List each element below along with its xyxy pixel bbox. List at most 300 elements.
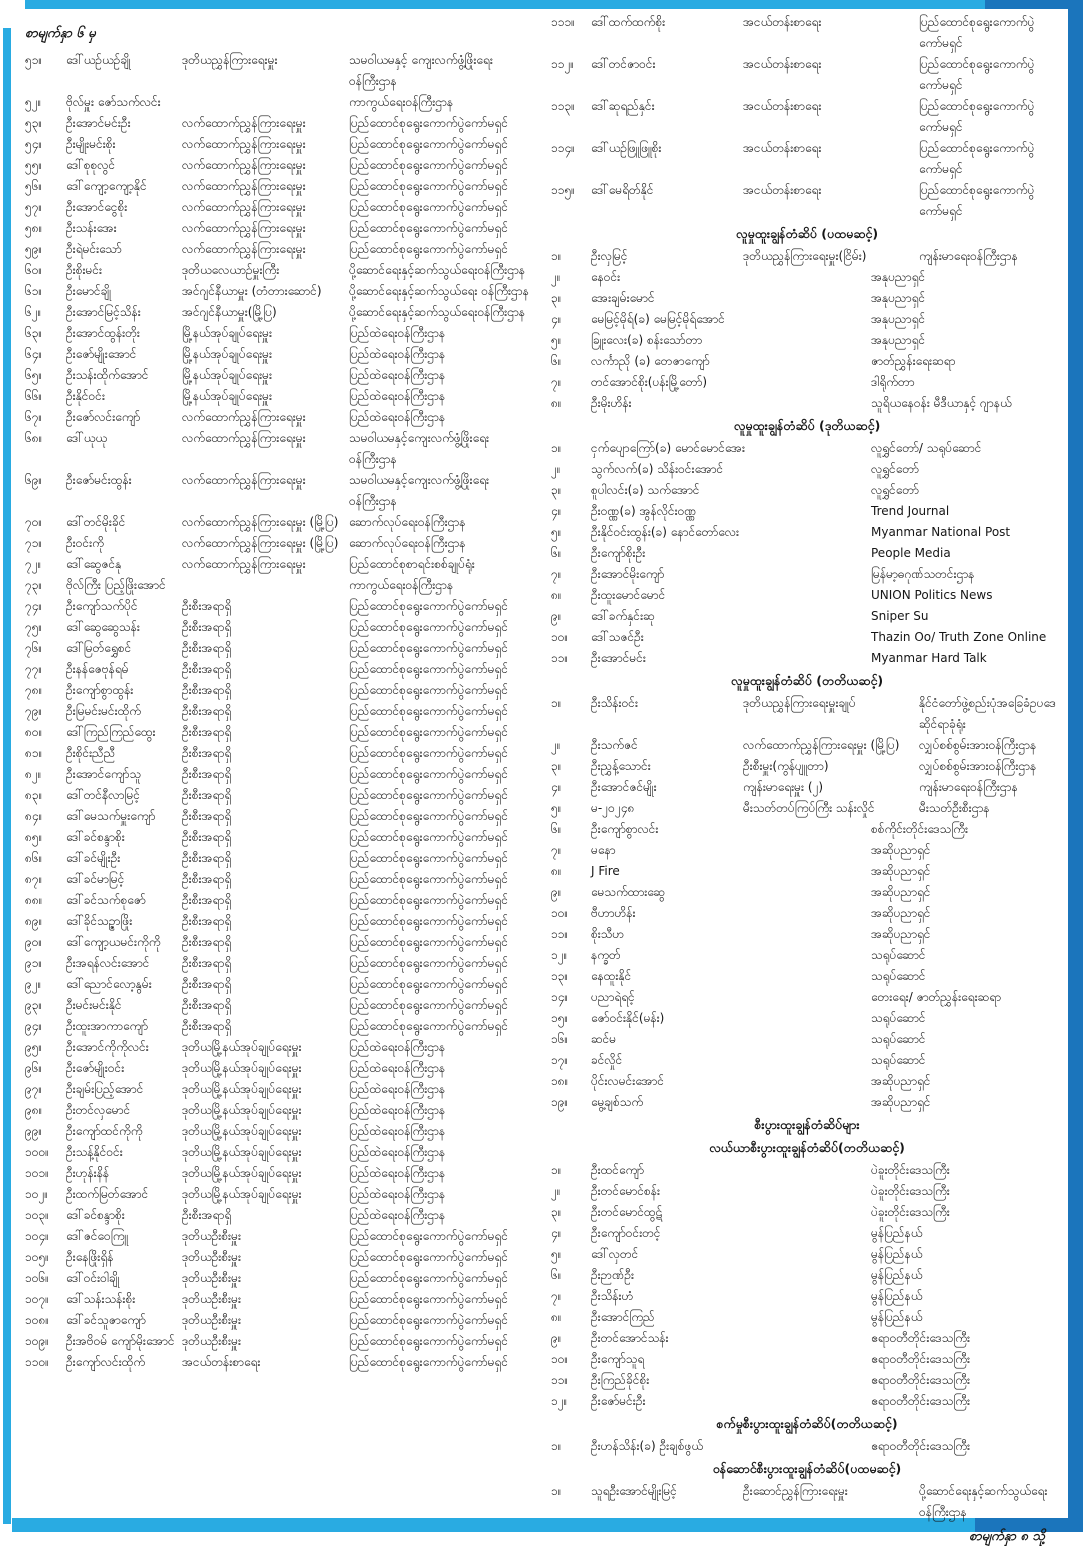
table-row — [25, 365, 539, 386]
entry-number: ၄။ — [551, 504, 562, 518]
table-row — [25, 827, 539, 848]
entry-position: ဒုတိယညွှန်ကြားရေးမှူး(ငြိမ်း) — [743, 249, 867, 263]
entry-position: မြို့နယ်အုပ်ချုပ်ရေးမှူး — [182, 368, 273, 382]
entry-organization: အနုပညာရှင် — [871, 270, 926, 284]
entry-position: မြို့နယ်အုပ်ချုပ်ရေးမှူး — [182, 347, 273, 361]
entry-number: ၅၇။ — [25, 200, 43, 214]
entry-organization: ပြည်ထဲရေးဝန်ကြီးဌာန — [349, 326, 446, 340]
table-row — [551, 735, 1063, 756]
table-row — [551, 627, 1063, 648]
entry-number: ၉၃။ — [25, 998, 43, 1012]
entry-name: ဒေါ်ဝင်းဝါချို — [66, 1271, 120, 1285]
entry-number: ၇။ — [551, 1289, 562, 1303]
entry-position: အငယ်တန်းစာရေး — [743, 57, 822, 71]
entry-organization: အဆိုပညာရှင် — [871, 906, 931, 920]
entry-position: လက်ထောက်ညွှန်ကြားရေးမှူး — [182, 242, 306, 256]
table-row — [551, 180, 1063, 222]
entry-name: မနော — [591, 843, 616, 857]
entry-name: နေဝင်း — [591, 270, 621, 284]
entry-number: ၆၉။ — [25, 473, 43, 487]
entry-organization: ဧရာဝတီတိုင်းဒေသကြီး — [871, 1439, 971, 1453]
entry-name: ဦးကျော်သူရ — [591, 1352, 645, 1366]
entry-name: ဦးထူးမောင်မောင် — [591, 588, 666, 602]
table-row — [25, 617, 539, 638]
entry-name: ဦးသိန်းဝင်း — [591, 696, 639, 710]
table-row — [25, 722, 539, 743]
table-row — [551, 12, 1063, 54]
entry-organization: ကာကွယ်ရေးဝန်ကြီးဌာန — [349, 578, 454, 592]
entry-position: လက်ထောက်ညွှန်ကြားရေးမှူး — [182, 431, 306, 445]
table-row — [551, 564, 1063, 585]
entry-name: ဒေါ်ခင်မာမြင့် — [66, 872, 125, 886]
entry-organization: ပြည်ထောင်စုရွေးကောက်ပွဲကော်မရှင် — [349, 746, 508, 760]
entry-number: ၈၇။ — [25, 872, 43, 886]
table-row — [25, 1163, 539, 1184]
entry-organization: ပြည်ထောင်စုရွေးကောက်ပွဲကော်မရှင် — [919, 99, 1035, 134]
entry-number: ၁။ — [551, 1439, 562, 1453]
entry-number: ၉၈။ — [25, 1103, 43, 1117]
table-row — [551, 1181, 1063, 1202]
entry-organization: ပြည်ထောင်စုရွေးကောက်ပွဲကော်မရှင် — [349, 1271, 508, 1285]
entry-number: ၆၁။ — [25, 284, 43, 298]
entry-organization: ပြည်ထောင်စုရွေးကောက်ပွဲကော်မရှင် — [349, 242, 508, 256]
entry-number: ၇၁။ — [25, 536, 43, 550]
entry-number: ၉၆။ — [25, 1061, 43, 1075]
entry-number: ၈။ — [551, 588, 562, 602]
table-row — [25, 1121, 539, 1142]
table-row — [25, 1205, 539, 1226]
table-row — [25, 134, 539, 155]
table-row — [25, 869, 539, 890]
entry-organization: ပြည်ထဲရေးဝန်ကြီးဌာန — [349, 410, 446, 424]
entry-number: ၁၀၇။ — [25, 1292, 49, 1306]
entry-position: မြို့နယ်အုပ်ချုပ်ရေးမှူး — [182, 326, 273, 340]
entry-organization: မွန်ပြည်နယ် — [871, 1268, 923, 1282]
entry-name: စိုးသီဟ — [591, 927, 625, 941]
entry-number: ၉။ — [551, 885, 562, 899]
table-row — [25, 512, 539, 533]
entry-position: ဦးစီးအရာရှိ — [182, 1019, 232, 1033]
entry-name: ဦးဉာဏ်ဦး — [591, 1268, 635, 1282]
table-row — [551, 246, 1063, 267]
entry-name: ဦးတင်မောင်ထွဋ် — [591, 1205, 663, 1219]
entry-name: ဒေါ်ခင်စန္ဒာစိုး — [66, 830, 125, 844]
entry-name: ဦးတင်လှမောင် — [66, 1103, 131, 1117]
table-row — [551, 648, 1063, 669]
entry-name: ဒေါ်ခက်နှင်းဆု — [591, 609, 655, 623]
table-row — [25, 1100, 539, 1121]
entry-position: ဦးဆောင်ညွှန်ကြားရေးမှူး — [743, 1484, 848, 1498]
entry-position: ဦးစီးအရာရှိ — [182, 809, 232, 823]
table-row — [25, 1184, 539, 1205]
entry-name: ဦးနိုင်ဝင်းထွန်း(ခ) နောင်တော်လေး — [591, 525, 740, 539]
entry-position: ဦးစီးအရာရှိ — [182, 977, 232, 991]
entry-position: ဦးစီးအရာရှိ — [182, 788, 232, 802]
left-column — [25, 50, 539, 1373]
table-row — [25, 806, 539, 827]
table-row — [551, 96, 1063, 138]
entry-name: ဦးကြည်ခိုင်စိုး — [591, 1373, 650, 1387]
entry-organization: အဆိုပညာရှင် — [871, 927, 931, 941]
entry-organization: ပြည်ထောင်စုရွေးကောက်ပွဲကော်မရှင် — [349, 725, 508, 739]
entry-name: ဒေါ်တင်ဇာဝင်း — [591, 57, 656, 71]
entry-number: ၉။ — [551, 609, 562, 623]
entry-number: ၅၉။ — [25, 242, 43, 256]
entry-number: ၇၄။ — [25, 599, 43, 613]
entry-organization: UNION Politics News — [871, 588, 993, 602]
entry-organization: Myanmar National Post — [871, 525, 1011, 539]
table-row — [551, 1391, 1063, 1412]
entry-position: ဒုတိယမြို့နယ်အုပ်ချုပ်ရေးမှူး — [182, 1166, 302, 1180]
entry-organization: ပြည်ထောင်စုရွေးကောက်ပွဲကော်မရှင် — [349, 1250, 508, 1264]
entry-position: လက်ထောက်ညွှန်ကြားရေးမှူး — [182, 137, 306, 151]
entry-name: ဦးကျော်စိုးဦး — [591, 546, 646, 560]
entry-number: ၆၆။ — [25, 389, 43, 403]
entry-name: ဦးနိုင်ဝင်း — [66, 389, 105, 403]
table-row — [25, 323, 539, 344]
entry-organization: လျှပ်စစ်စွမ်းအားဝန်ကြီးဌာန — [919, 759, 1037, 773]
entry-organization: သရုပ်ဆောင် — [871, 1032, 926, 1046]
table-row — [25, 1058, 539, 1079]
section-title: လူမှုထူးချွန်တံဆိပ် (ဒုတိယဆင့်) — [733, 418, 881, 433]
entry-organization: ကျန်းမာရေးဝန်ကြီးဌာန — [919, 780, 1018, 794]
entry-number: ၂။ — [551, 1184, 561, 1198]
entry-number: ၄။ — [551, 1226, 562, 1240]
entry-organization: ပြည်ထောင်စုရွေးကောက်ပွဲကော်မရှင် — [919, 15, 1035, 50]
entry-organization: ပို့ဆောင်ရေးနှင့်ဆက်သွယ်ရေးဝန်ကြီးဌာန — [349, 305, 525, 319]
entry-position: ကျန်းမာရေးမှူး (၂) — [743, 780, 824, 794]
entry-number: ၁၁၁။ — [551, 15, 575, 29]
entry-position: မြို့နယ်အုပ်ချုပ်ရေးမှူး — [182, 389, 273, 403]
entry-number: ၁၀၈။ — [25, 1313, 49, 1327]
entry-organization: ပြည်ထောင်စုရွေးကောက်ပွဲကော်မရှင် — [349, 116, 508, 130]
entry-organization: သမဝါယမနှင့်ကျေးလက်ဖွံ့ဖြိုးရေး ဝန်ကြီးဌာန — [349, 431, 490, 466]
entry-organization: ဆောက်လုပ်ရေးဝန်ကြီးဌာန — [349, 515, 466, 529]
table-row — [551, 330, 1063, 351]
entry-organization: Trend Journal — [871, 504, 950, 518]
entry-name: ခင်လှိုင် — [591, 1053, 623, 1067]
entry-number: ၉၉။ — [25, 1124, 43, 1138]
entry-organization: ဇာတ်ညွှန်းရေးဆရာ — [871, 354, 956, 368]
entry-name: ဦးရဲမင်းသော် — [66, 242, 122, 256]
entry-organization: ပဲခူးတိုင်းဒေသကြီး — [871, 1184, 950, 1198]
entry-number: ၇၂။ — [25, 557, 42, 571]
entry-name: ဦးအောင်မင်းဦး — [66, 116, 131, 130]
entry-organization: ပြည်ထောင်စုရွေးကောက်ပွဲကော်မရှင် — [349, 830, 508, 844]
entry-organization: မြန်မာ့ဓဂုဏ်သတင်းဌာန — [871, 567, 975, 581]
entry-organization: လျှပ်စစ်စွမ်းအားဝန်ကြီးဌာန — [919, 738, 1037, 752]
entry-name: ဦးတင်မောင်စန်း — [591, 1184, 661, 1198]
entry-name: ဒေါ်ယဉ်ဖြူဖြူစိုး — [591, 141, 662, 155]
entry-name: နေထူးနိုင် — [591, 969, 632, 983]
entry-name: မေမြင့်မိုရ်(ခ) မေမြင့်မိုရ်အောင် — [591, 312, 725, 326]
entry-name: ဦးသိန်းဟံ — [591, 1289, 634, 1303]
entry-name: ဦးအောင်ငွေစိုး — [66, 200, 128, 214]
table-row — [25, 701, 539, 722]
entry-name: ဒေါ်မေသက်မှူးကျော် — [66, 809, 156, 823]
table-row — [25, 659, 539, 680]
entry-name: ဒေါ်ဆုရည်နှင်း — [591, 99, 655, 113]
table-row — [551, 1008, 1063, 1029]
entry-organization: ဧရာဝတီတိုင်းဒေသကြီး — [871, 1331, 971, 1345]
entry-name: ဦးဇော်လင်းကျော် — [66, 410, 141, 424]
entry-number: ၉၄။ — [25, 1019, 43, 1033]
table-row — [551, 372, 1063, 393]
entry-number: ၁၆။ — [551, 1032, 569, 1046]
entry-organization: ပြည်ထောင်စုရွေးကောက်ပွဲကော်မရှင် — [349, 977, 508, 991]
entry-position: အငယ်တန်းစာရေး — [743, 183, 822, 197]
entry-organization: ဧရာဝတီတိုင်းဒေသကြီး — [871, 1352, 971, 1366]
entry-position: ဒုတိယမြို့နယ်အုပ်ချုပ်ရေးမှူး — [182, 1187, 302, 1201]
entry-position: ဒုတိယညွှန်ကြားရေးမှူး — [182, 53, 278, 67]
entry-name: ဦးဟန်သိန်း(ခ) ဦးချစ်ဖွယ် — [591, 1439, 704, 1453]
entry-name: ပညာရဲရင့် — [591, 990, 635, 1004]
entry-number: ၆။ — [551, 354, 562, 368]
entry-number: ၁၀၃။ — [25, 1208, 49, 1222]
entry-number: ၅၂။ — [25, 95, 42, 109]
entry-name: ဦးသက်ဇင် — [591, 738, 638, 752]
entry-number: ၁။ — [551, 696, 562, 710]
entry-number: ၁၀၁။ — [25, 1166, 49, 1180]
entry-position: ဦးစီးအရာရှိ — [182, 662, 232, 676]
entry-number: ၁၁။ — [551, 927, 569, 941]
entry-organization: ပြည်ထဲရေးဝန်ကြီးဌာန — [349, 1061, 446, 1075]
section-title: စက်မှုစီးပွားထူးချွန်တံဆိပ်(တတိယဆင့်) — [716, 1416, 898, 1431]
entry-organization: သမဝါယမနှင့်ကျေးလက်ဖွံ့ဖြိုးရေး ဝန်ကြီးဌာန — [349, 473, 490, 508]
entry-number: ၁၀၅။ — [25, 1250, 49, 1264]
entry-name: ဒေါ်ဆွေဆွေသန်း — [66, 620, 140, 634]
entry-position: ဒုတိယမြို့နယ်အုပ်ချုပ်ရေးမှူး — [182, 1103, 302, 1117]
entry-number: ၁၀၆။ — [25, 1271, 49, 1285]
entry-organization: Thazin Oo/ Truth Zone Online — [871, 630, 1047, 644]
entry-position: ဦးစီးအရာရှိ — [182, 935, 232, 949]
entry-name: ဦးကျော်စွာထွန်း — [66, 683, 134, 697]
entry-name: ဒေါ်ယဉ်ယဉ်ချို — [66, 53, 131, 67]
table-row — [551, 1223, 1063, 1244]
table-row — [25, 1331, 539, 1352]
entry-position: ဒုတိယမြို့နယ်အုပ်ချုပ်ရေးမှူး — [182, 1040, 302, 1054]
table-row — [551, 585, 1063, 606]
entry-name: ဦးကျော်သက်ပိုင် — [66, 599, 138, 613]
table-row — [25, 113, 539, 134]
entry-number: ၉။ — [551, 1331, 562, 1345]
table-row — [25, 995, 539, 1016]
entry-position: ဒုတိယမြို့နယ်အုပ်ချုပ်ရေးမှူး — [182, 1061, 302, 1075]
entry-name: ဒေါ်ညောင်လော့နွမ်း — [66, 977, 152, 991]
entry-position: ဦးစီးအရာရှိ — [182, 620, 232, 634]
entry-organization: ပြည်ထောင်စုရွေးကောက်ပွဲကော်မရှင် — [349, 1355, 508, 1369]
table-row — [551, 1349, 1063, 1370]
entry-number: ၁၀။ — [551, 1352, 569, 1366]
entry-position: အင်ဂျင်နီယာမှူး (တံတားဆောင်) — [182, 284, 322, 298]
entry-position: ဦးစီးအရာရှိ — [182, 767, 232, 781]
entry-organization: ပြည်ထောင်စုရွေးကောက်ပွဲကော်မရှင် — [349, 767, 508, 781]
table-row — [551, 459, 1063, 480]
entry-name: ဒေါ်သဇင်ဦး — [591, 630, 644, 644]
entry-position: ဦးစီးအရာရှိ — [182, 872, 232, 886]
entry-number: ၆၀။ — [25, 263, 43, 277]
table-row — [551, 1202, 1063, 1223]
entry-position: အငယ်တန်းစာရေး — [743, 15, 822, 29]
entry-number: ၅။ — [551, 333, 562, 347]
entry-name: နက္ခတ် — [591, 948, 621, 962]
entry-organization: ပြည်ထောင်စုရွေးကောက်ပွဲကော်မရှင် — [919, 183, 1035, 218]
entry-organization: လူရွှင်တော် — [871, 462, 919, 476]
entry-organization: ပြည်ထဲရေးဝန်ကြီးဌာန — [349, 1208, 446, 1222]
entry-name: ဦးစိုင်းညီညီ — [66, 746, 116, 760]
entry-number: ၃။ — [551, 291, 562, 305]
entry-position: ဦးစီးအရာရှိ — [182, 914, 232, 928]
entry-number: ၁၀၂။ — [25, 1187, 49, 1201]
entry-number: ၁၁၄။ — [551, 141, 575, 155]
entry-number: ၁၁၅။ — [551, 183, 575, 197]
table-row — [551, 480, 1063, 501]
entry-number: ၆။ — [551, 1268, 562, 1282]
entry-organization: ပြည်ထောင်စုရွေးကောက်ပွဲကော်မရှင် — [349, 893, 508, 907]
entry-number: ၅၈။ — [25, 221, 43, 235]
entry-organization: ပြည်ထောင်စုရွေးကောက်ပွဲကော်မရှင် — [349, 137, 508, 151]
entry-name: ဦးထူးအာကာကျော် — [66, 1019, 149, 1033]
entry-number: ၁၁၂။ — [551, 57, 575, 71]
entry-name: ဦးမျိုးမင်းစိုး — [66, 137, 116, 151]
table-row — [25, 1037, 539, 1058]
table-row — [25, 155, 539, 176]
table-row — [551, 945, 1063, 966]
continued-to-note: စာမျက်နှာ ၈ သို့ — [969, 1529, 1045, 1544]
entry-position: ဦးစီးအရာရှိ — [182, 641, 232, 655]
table-row — [25, 1247, 539, 1268]
entry-number: ၆။ — [551, 546, 562, 560]
entry-organization: ပြည်ထောင်စုစာရင်းစစ်ချုပ်ရုံး — [349, 557, 475, 571]
table-row — [25, 953, 539, 974]
entry-name: ဒေါ်ခင်သူဇာကျော် — [66, 1313, 146, 1327]
entry-name: ဦးကျော်စွာလင်း — [591, 822, 659, 836]
entry-number: ၁၀၀။ — [25, 1145, 49, 1159]
entry-name: ဦးဇော်မင်းဦး — [591, 1394, 646, 1408]
entry-organization: ပြည်ထောင်စုရွေးကောက်ပွဲကော်မရှင် — [349, 158, 508, 172]
entry-name: အေးချမ်းမောင် — [591, 291, 655, 305]
entry-name: ဦးအရန်လင်းအောင် — [66, 956, 150, 970]
entry-number: ၁၅။ — [551, 1011, 569, 1025]
table-row — [551, 267, 1063, 288]
entry-number: ၅၅။ — [25, 158, 43, 172]
entry-number: ၁၂။ — [551, 948, 568, 962]
entry-number: ၉၇။ — [25, 1082, 43, 1096]
table-row — [25, 239, 539, 260]
entry-organization: မီးသတ်ဦးစီးဌာန — [919, 801, 990, 815]
entry-number: ၈၆။ — [25, 851, 43, 865]
entry-name: ဒေါ်ထက်ထက်စိုး — [591, 15, 666, 29]
table-row — [25, 911, 539, 932]
entry-name: ပိုင်းလမင်းအောင် — [591, 1074, 665, 1088]
entry-organization: နိုင်ငံတော်ဖွဲ့စည်းပုံအခြေခံဥပဒေ ဆိုင်ရာခုံရုံး — [919, 696, 1056, 731]
entry-organization: အဆိုပညာရှင် — [871, 864, 931, 878]
table-row — [25, 1268, 539, 1289]
table-row — [25, 1352, 539, 1373]
entry-organization: အနုပညာရှင် — [871, 312, 926, 326]
table-row — [551, 543, 1063, 564]
entry-position: ဦးစီးအရာရှိ — [182, 1208, 232, 1222]
entry-position: ဦးစီးအရာရှိ — [182, 683, 232, 697]
entry-organization: ပြည်ထဲရေးဝန်ကြီးဌာန — [349, 1103, 446, 1117]
entry-organization: သရုပ်ဆောင် — [871, 948, 926, 962]
entry-position: ဦးစီးအရာရှိ — [182, 704, 232, 718]
entry-organization: ပြည်ထောင်စုရွေးကောက်ပွဲကော်မရှင် — [349, 620, 508, 634]
entry-name: ဒေါ်ခင်သက်စုဇော် — [66, 893, 146, 907]
table-row — [551, 882, 1063, 903]
entry-position: လက်ထောက်ညွှန်ကြားရေးမှူး — [182, 473, 306, 487]
entry-position: လက်ထောက်ညွှန်ကြားရေးမှူး — [182, 410, 306, 424]
entry-number: ၈၀။ — [25, 725, 43, 739]
table-row — [25, 176, 539, 197]
entry-number: ၁၇။ — [551, 1053, 569, 1067]
entry-position: လက်ထောက်ညွှန်ကြားရေးမှူး — [182, 557, 306, 571]
entry-number: ၁၉။ — [551, 1095, 569, 1109]
entry-organization: ဆောက်လုပ်ရေးဝန်ကြီးဌာန — [349, 536, 466, 550]
entry-number: ၁၁။ — [551, 651, 569, 665]
entry-organization: ပြည်ထောင်စုရွေးကောက်ပွဲကော်မရှင် — [349, 851, 508, 865]
entry-organization: ပြည်ထောင်စုရွေးကောက်ပွဲကော်မရှင် — [349, 914, 508, 928]
table-row — [551, 693, 1063, 735]
table-row — [551, 861, 1063, 882]
entry-number: ၈၈။ — [25, 893, 43, 907]
entry-organization: ပြည်ထောင်စုရွေးကောက်ပွဲကော်မရှင် — [349, 179, 508, 193]
entry-position: မီးသတ်တပ်ကြပ်ကြီး သန်းလှိုင် — [743, 801, 875, 815]
entry-name: ဦးကျော်ထင်ကိုကို — [66, 1124, 143, 1138]
entry-name: ဦးမိုးဟိန်း — [591, 396, 632, 410]
table-row — [551, 351, 1063, 372]
entry-name: ဦးသန်းထိုက်အောင် — [66, 368, 149, 382]
entry-position: လက်ထောက်ညွှန်ကြားရေးမှူး (မြို့ပြ) — [182, 536, 339, 550]
entry-organization: ပြည်ထဲရေးဝန်ကြီးဌာန — [349, 368, 446, 382]
entry-organization: ပြည်ထောင်စုရွေးကောက်ပွဲကော်မရှင် — [349, 200, 508, 214]
entry-name: လင်္ကာညို (ခ) တေဇာကျော် — [591, 354, 710, 368]
entry-position: လက်ထောက်ညွှန်ကြားရေးမှူး — [182, 221, 306, 235]
entry-name: ဒေါ်ကျော့ယမင်းကိုကို — [66, 935, 161, 949]
entry-position: အင်ဂျင်နီယာမှူး(မြို့ပြ) — [182, 305, 277, 319]
left-border-bar — [3, 28, 11, 1524]
table-row — [551, 522, 1063, 543]
entry-name: ဦးဇော်မျိုးအောင် — [66, 347, 137, 361]
entry-organization: ပြည်ထောင်စုရွေးကောက်ပွဲကော်မရှင် — [349, 662, 508, 676]
entry-name: ဒေါ်လှတင် — [591, 1247, 639, 1261]
entry-number: ၁၈။ — [551, 1074, 569, 1088]
entry-organization: ပြည်ထောင်စုရွေးကောက်ပွဲကော်မရှင် — [349, 1019, 508, 1033]
table-row — [551, 606, 1063, 627]
entry-organization: ပြည်ထောင်စုရွေးကောက်ပွဲကော်မရှင် — [349, 683, 508, 697]
table-row — [25, 1142, 539, 1163]
entry-name: ဗီဟာဟိန်း — [591, 906, 636, 920]
entry-number: ၇၆။ — [25, 641, 43, 655]
entry-name: စူပါလင်း(ခ) သက်အောင် — [591, 483, 700, 497]
entry-number: ၆၃။ — [25, 326, 43, 340]
entry-position: ဒုတိယဦးစီးမှူး — [182, 1334, 241, 1348]
table-row — [551, 966, 1063, 987]
entry-name: ဒေါ်မေရိတ်နိုင် — [591, 183, 654, 197]
entry-name: တင်အောင်စိုး(ပန်းမြို့တော်) — [591, 375, 708, 389]
entry-number: ၅။ — [551, 1247, 562, 1261]
entry-organization: ပြည်ထောင်စုရွေးကောက်ပွဲကော်မရှင် — [349, 221, 508, 235]
table-row — [25, 260, 539, 281]
entry-name: ဦးသန့်နိုင်ဝင်း — [66, 1145, 123, 1159]
entry-organization: မွန်ပြည်နယ် — [871, 1289, 923, 1303]
entry-number: ၁၀။ — [551, 630, 569, 644]
entry-name: ဦးအောင်မင်း — [591, 651, 646, 665]
entry-name: ခြူးလေး(ခ) စန်းသော်တာ — [591, 333, 703, 347]
table-row — [25, 533, 539, 554]
entry-name: ဦးထက်မြတ်အောင် — [66, 1187, 149, 1201]
right-column — [551, 12, 1063, 1547]
